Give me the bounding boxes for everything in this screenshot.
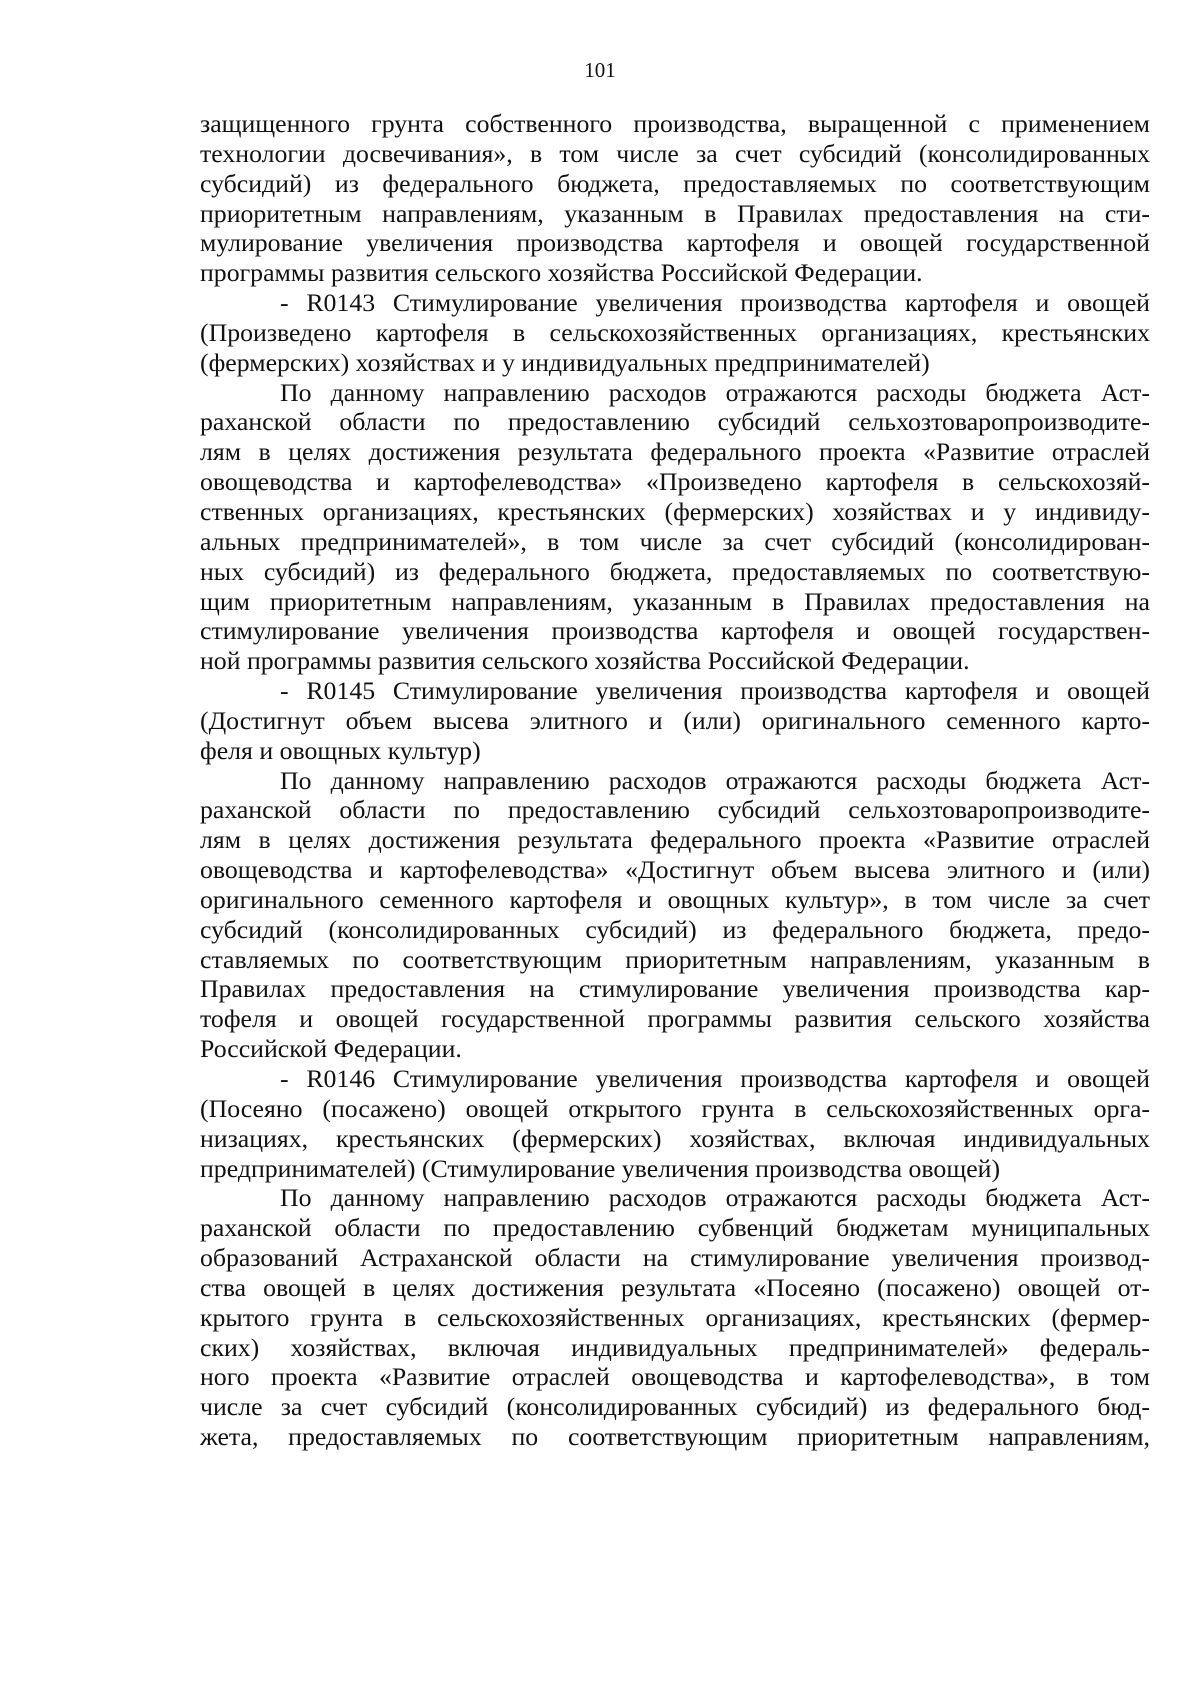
text-line: низациях, крестьянских (фермерских) хозяйствах, включая индивидуальных bbox=[200, 1123, 1150, 1153]
text-line: ственных организациях, крестьянских (фермерских) хозяйствах и у индивиду- bbox=[200, 496, 1150, 526]
text-line: ства овощей в целях достижения результата «Посеяно (посажено) овощей от- bbox=[200, 1272, 1150, 1302]
text-line: приоритетным направлениям, указанным в Правилах предоставления на сти- bbox=[200, 198, 1150, 228]
text-line: лям в целях достижения результата федерального проекта «Развитие отраслей bbox=[200, 825, 1150, 855]
paragraph bbox=[200, 109, 1150, 288]
text-line: По данному направлению расходов отражаются расходы бюджета Аст- bbox=[280, 1183, 1150, 1213]
paragraph bbox=[200, 378, 1150, 676]
text-line: раханской области по предоставлению субсидий сельхозтоваропроизводите- bbox=[200, 407, 1150, 437]
text-line: раханской области по предоставлению субсидий сельхозтоваропроизводите- bbox=[200, 795, 1150, 825]
text-line: овощеводства и картофелеводства» «Достигнут объем высева элитного и (или) bbox=[200, 855, 1150, 885]
text-line: программы развития сельского хозяйства Российской Федерации. bbox=[200, 258, 923, 288]
text-line: защищенного грунта собственного производства, выращенной с применением bbox=[200, 109, 1150, 138]
text-line: лям в целях достижения результата федерального проекта «Развитие отраслей bbox=[200, 437, 1150, 467]
text-line: оригинального семенного картофеля и овощных культур», в том числе за счет bbox=[200, 884, 1150, 914]
text-line: тофеля и овощей государственной программы развития сельского хозяйства bbox=[200, 1004, 1150, 1034]
document-body bbox=[200, 109, 1150, 1452]
text-line: По данному направлению расходов отражаются расходы бюджета Аст- bbox=[280, 765, 1150, 795]
text-line: крытого грунта в сельскохозяйственных организациях, крестьянских (фермер- bbox=[200, 1302, 1150, 1332]
text-line: По данному направлению расходов отражаются расходы бюджета Аст- bbox=[280, 377, 1150, 407]
text-line: числе за счет субсидий (консолидированных субсидий) из федерального бюд- bbox=[200, 1392, 1150, 1422]
text-line: раханской области по предоставлению субвенций бюджетам муниципальных bbox=[200, 1213, 1150, 1243]
text-line: мулирование увеличения производства картофеля и овощей государственной bbox=[200, 228, 1150, 258]
paragraph bbox=[200, 288, 1150, 378]
paragraph bbox=[200, 766, 1150, 1064]
text-line: технологии досвечивания», в том числе за счет субсидий (консолидированных bbox=[200, 138, 1150, 168]
text-line: субсидий (консолидированных субсидий) из федерального бюджета, предо- bbox=[200, 914, 1150, 944]
text-line: Правилах предоставления на стимулирование увеличения производства кар- bbox=[200, 974, 1150, 1004]
text-line: жета, предоставляемых по соответствующим приоритетным направлениям, bbox=[200, 1422, 1150, 1452]
text-line: (фермерских) хозяйствах и у индивидуальных предпринимателей) bbox=[200, 347, 930, 377]
text-line: - R0145 Стимулирование увеличения производства картофеля и овощей bbox=[280, 676, 1150, 706]
text-line: образований Астраханской области на стимулирование увеличения производ- bbox=[200, 1243, 1150, 1273]
text-line: ных субсидий) из федерального бюджета, предоставляемых по соответствую- bbox=[200, 556, 1150, 586]
text-line: ских) хозяйствах, включая индивидуальных предпринимателей» федераль- bbox=[200, 1332, 1150, 1362]
text-line: предпринимателей) (Стимулирование увеличения производства овощей) bbox=[200, 1153, 1001, 1183]
text-line: - R0146 Стимулирование увеличения производства картофеля и овощей bbox=[280, 1064, 1150, 1093]
text-line: стимулирование увеличения производства картофеля и овощей государствен- bbox=[200, 616, 1150, 646]
paragraph bbox=[200, 1183, 1150, 1452]
text-line: ной программы развития сельского хозяйства Российской Федерации. bbox=[200, 646, 970, 676]
text-line: (Достигнут объем высева элитного и (или) оригинального семенного карто- bbox=[200, 705, 1150, 735]
text-line: альных предпринимателей», в том числе за счет субсидий (консолидирован- bbox=[200, 526, 1150, 556]
text-line: ного проекта «Развитие отраслей овощеводства и картофелеводства», в том bbox=[200, 1362, 1150, 1392]
paragraph bbox=[200, 676, 1150, 766]
text-line: щим приоритетным направлениям, указанным в Правилах предоставления на bbox=[200, 586, 1150, 616]
text-line: (Посеяно (посажено) овощей открытого грунта в сельскохозяйственных орга- bbox=[200, 1093, 1150, 1123]
text-line: овощеводства и картофелеводства» «Произведено картофеля в сельскохозяй- bbox=[200, 467, 1150, 497]
text-line: субсидий) из федерального бюджета, предоставляемых по соответствующим bbox=[200, 168, 1150, 198]
text-line: феля и овощных культур) bbox=[200, 735, 481, 765]
text-line: ставляемых по соответствующим приоритетным направлениям, указанным в bbox=[200, 944, 1150, 974]
paragraph bbox=[200, 1064, 1150, 1183]
page-number: 101 bbox=[584, 58, 616, 82]
text-line: - R0143 Стимулирование увеличения производства картофеля и овощей bbox=[280, 288, 1150, 318]
text-line: (Произведено картофеля в сельскохозяйственных организациях, крестьянских bbox=[200, 317, 1150, 347]
text-line: Российской Федерации. bbox=[200, 1034, 462, 1064]
